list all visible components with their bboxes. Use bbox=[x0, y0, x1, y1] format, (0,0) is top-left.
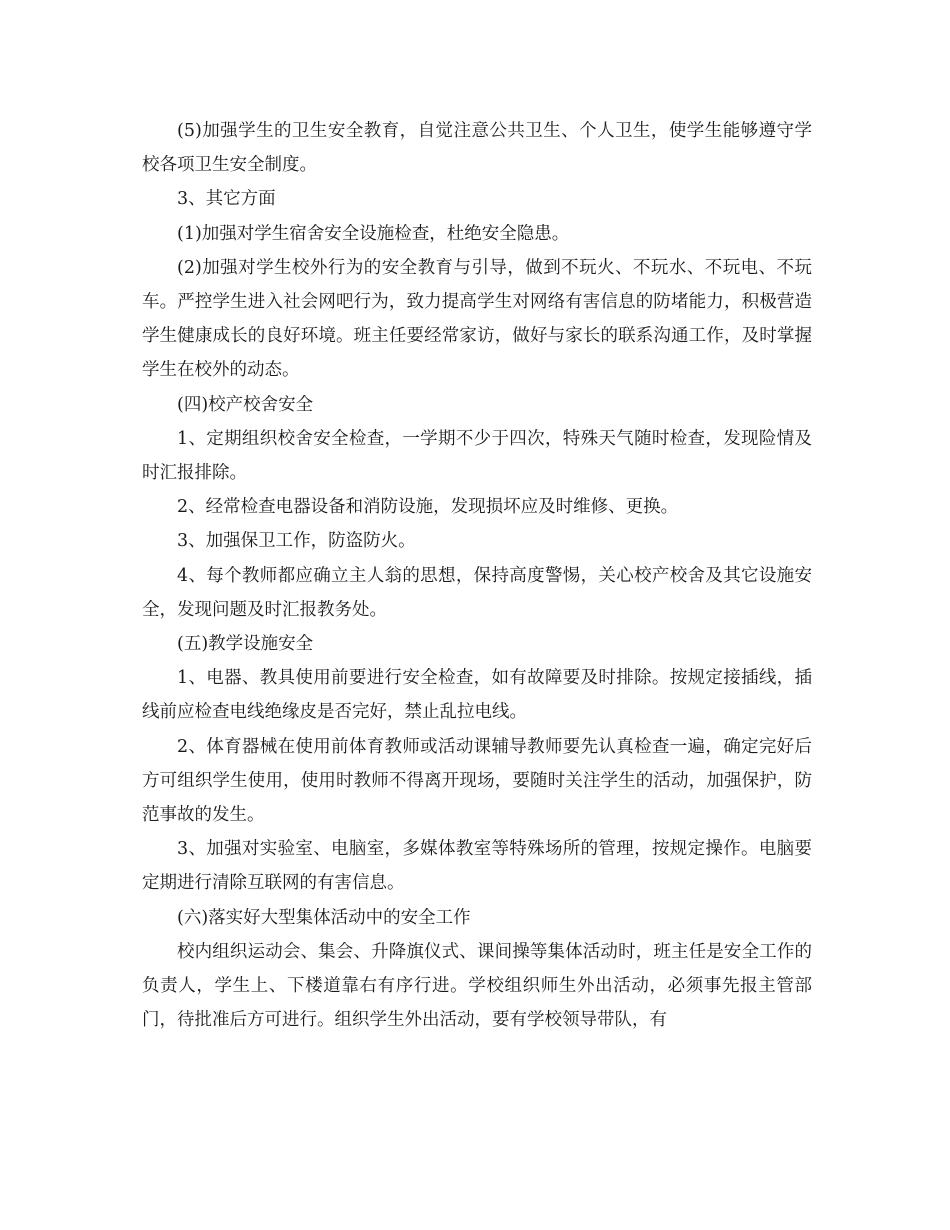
paragraph-dorm-safety: (1)加强对学生宿舍安全设施检查，杜绝安全隐患。 bbox=[177, 223, 570, 244]
paragraph-building-inspection: 1、定期组织校舍安全检查，一学期不少于四次，特殊天气随时检查，发现险情及时汇报排除。 bbox=[142, 428, 812, 484]
paragraph-equipment-check: 1、电器、教具使用前要进行安全检查，如有故障要及时排除。按规定接插线，插线前应检查电线绝缘皮是否完好，禁止乱拉电线。 bbox=[142, 668, 812, 723]
paragraph-special-rooms: 3、加强对实验室、电脑室，多媒体教室等特殊场所的管理，按规定操作。电脑要定期进行清除互联网的有害信息。 bbox=[142, 839, 812, 894]
heading-group-activity-safety: (六)落实好大型集体活动中的安全工作 bbox=[177, 907, 471, 928]
document-body bbox=[142, 114, 812, 1037]
paragraph-group-activities: 校内组织运动会、集会、升降旗仪式、课间操等集体活动时，班主任是安全工作的负责人，学生上、下楼道靠右有序行进。学校组织师生外出活动，必须事先报主管部门，待批准后方可进行。组织学生外出活动，要有学校领导带队，有 bbox=[142, 941, 812, 1031]
paragraph-security-work: 3、加强保卫工作，防盗防火。 bbox=[177, 531, 416, 552]
heading-school-property-safety: (四)校产校舍安全 bbox=[177, 394, 314, 415]
paragraph-sports-equipment: 2、体育器械在使用前体育教师或活动课辅导教师要先认真检查一遍，确定完好后方可组织学生使用，使用时教师不得离开现场，要随时关注学生的活动，加强保护，防范事故的发生。 bbox=[142, 736, 812, 826]
paragraph-teacher-vigilance: 4、每个教师都应确立主人翁的思想，保持高度警惕，关心校产校舍及其它设施安全，发现问题及时汇报教务处。 bbox=[142, 565, 812, 620]
paragraph-off-campus-behavior: (2)加强对学生校外行为的安全教育与引导，做到不玩火、不玩水、不玩电、不玩车。严控学生进入社会网吧行为，致力提高学生对网络有害信息的防堵能力，积极营造学生健康成长的良好环境。班主任要经常家访，做好与家长的联系沟通工作，及时掌握学生在校外的动态。 bbox=[142, 257, 812, 381]
heading-teaching-facility-safety: (五)教学设施安全 bbox=[177, 634, 314, 655]
heading-other-aspects: 3、其它方面 bbox=[177, 189, 276, 210]
paragraph-electrical-fire-check: 2、经常检查电器设备和消防设施，发现损坏应及时维修、更换。 bbox=[177, 497, 679, 518]
paragraph-hygiene-education: (5)加强学生的卫生安全教育，自觉注意公共卫生、个人卫生，使学生能够遵守学校各项卫生安全制度。 bbox=[142, 121, 812, 176]
